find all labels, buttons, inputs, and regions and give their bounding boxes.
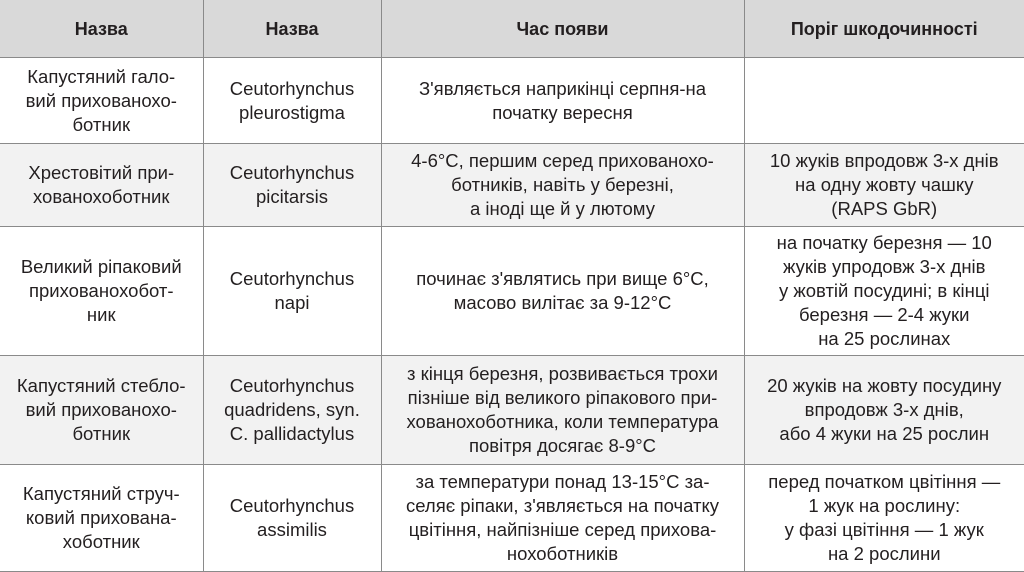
table-row	[0, 465, 1024, 572]
cell-appearance: 4-6°C, першим серед прихованохо- ботників, навіть у березні, а іноді ще й у лютому	[381, 144, 744, 227]
cell-threshold: 10 жуків впродовж 3-х днів на одну жовту чашку (RAPS GbR)	[744, 144, 1024, 227]
cell-appearance: З'являється наприкінці серпня-на початку вересня	[381, 58, 744, 144]
table-row	[0, 144, 1024, 227]
header-name-ua: Назва	[0, 0, 203, 58]
cell-appearance: починає з'являтись при вище 6°C, масово вилітає за 9-12°C	[381, 227, 744, 356]
cell-appearance: з кінця березня, розвивається трохи пізніше від великого ріпакового при- хованохоботника, коли температура повітря досягає 8-9°C	[381, 356, 744, 465]
cell-name-lat: Ceutorhynchus picitarsis	[203, 144, 381, 227]
cell-name-ua: Капустяний стебло- вий прихованохо- ботник	[0, 356, 203, 465]
cell-name-lat: Ceutorhynchus pleurostigma	[203, 58, 381, 144]
cell-threshold: перед початком цвітіння — 1 жук на рослину: у фазі цвітіння — 1 жук на 2 рослини	[744, 465, 1024, 572]
table-row	[0, 58, 1024, 144]
table-row	[0, 356, 1024, 465]
cell-name-lat: Ceutorhynchus quadridens, syn. C. pallidactylus	[203, 356, 381, 465]
cell-name-ua: Капустяний гало- вий прихованохо- ботник	[0, 58, 203, 144]
table-row	[0, 227, 1024, 356]
cell-threshold	[744, 58, 1024, 144]
cell-name-ua: Капустяний струч- ковий прихована- хоботник	[0, 465, 203, 572]
cell-threshold: на початку березня — 10 жуків упродовж 3-х днів у жовтій посудині; в кінці березня — 2-4 жуки на 25 рослинах	[744, 227, 1024, 356]
cell-name-ua: Хрестовітий при- хованохоботник	[0, 144, 203, 227]
header-name-lat: Назва	[203, 0, 381, 58]
header-appearance: Час появи	[381, 0, 744, 58]
cell-threshold: 20 жуків на жовту посудину впродовж 3-х днів, або 4 жуки на 25 рослин	[744, 356, 1024, 465]
cell-name-ua: Великий ріпаковий прихованохобот- ник	[0, 227, 203, 356]
cell-appearance: за температури понад 13-15°C за- селяє ріпаки, з'являється на початку цвітіння, найпізніше серед прихова- нохоботників	[381, 465, 744, 572]
header-row	[0, 0, 1024, 58]
cell-name-lat: Ceutorhynchus napi	[203, 227, 381, 356]
cell-name-lat: Ceutorhynchus assimilis	[203, 465, 381, 572]
header-threshold: Поріг шкодочинності	[744, 0, 1024, 58]
